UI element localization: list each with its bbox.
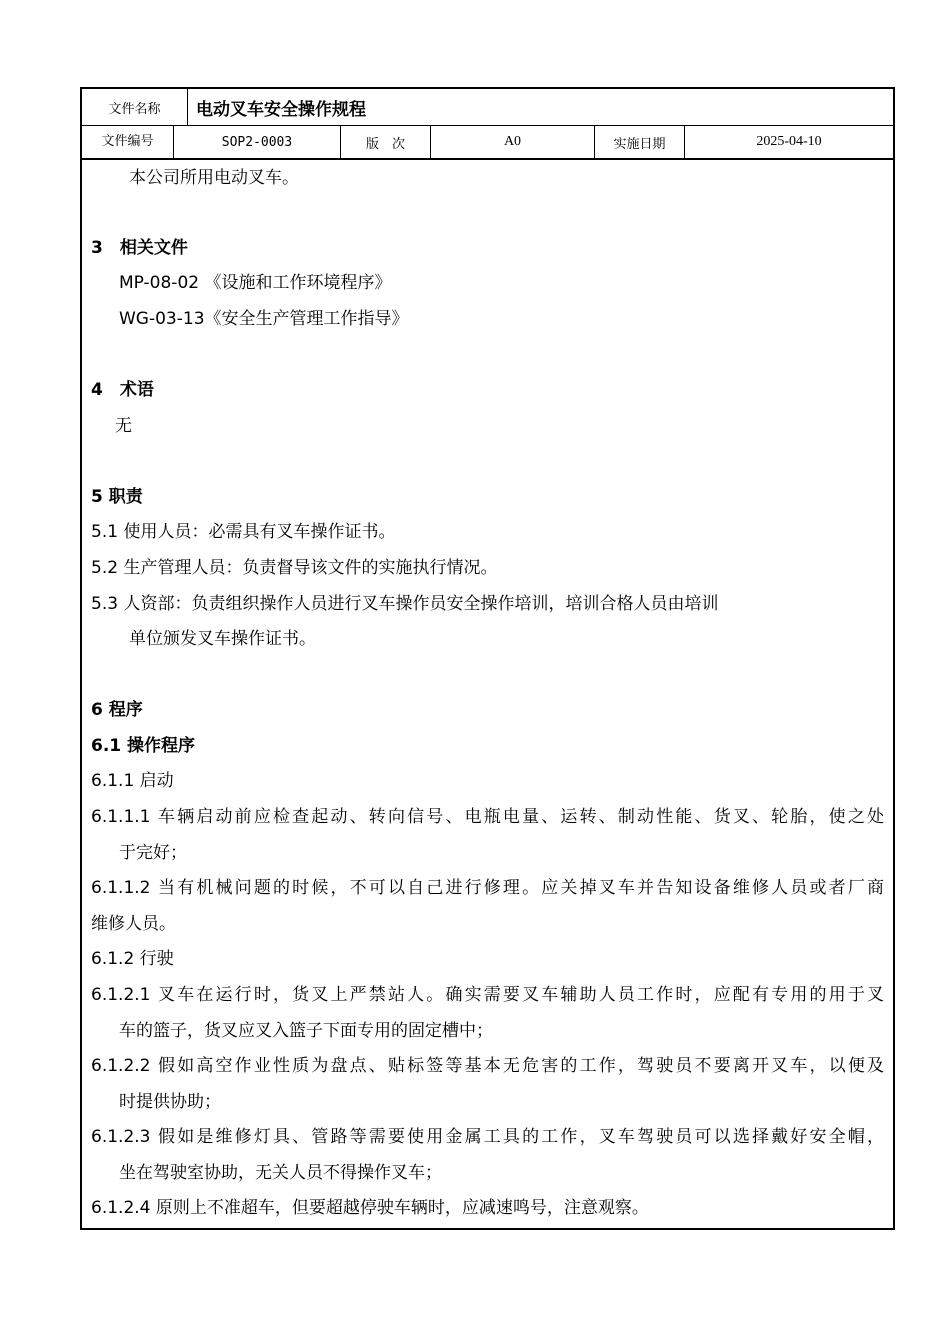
effective-date-label: 实施日期 (595, 126, 685, 158)
section-6-heading: 6 程序 (91, 700, 143, 720)
file-no-label: 文件编号 (82, 126, 174, 158)
file-name-label: 文件名称 (82, 89, 188, 125)
file-no-value: SOP2-0003 (174, 126, 341, 158)
section-5-3-line-1: 5.3 人资部：负责组织操作人员进行叉车操作员安全操作培训，培训合格人员由培训 (91, 594, 719, 614)
item-6-1-1-2-line-1: 6.1.1.2 当有机械问题的时候，不可以自己进行修理。应关掉叉车并告知设备维修人员或者厂商 (91, 878, 884, 898)
header-row-title (82, 89, 893, 126)
section-5-heading: 5 职责 (91, 487, 143, 507)
item-6-1-1-1-line-1: 6.1.1.1 车辆启动前应检查起动、转向信号、电瓶电量、运转、制动性能、货叉、轮胎，使之处 (91, 807, 884, 827)
item-6-1-2-3-line-1: 6.1.2.3 假如是维修灯具、管路等需要使用金属工具的工作，叉车驾驶员可以选择戴好安全帽， (91, 1127, 884, 1147)
header-row-meta (82, 126, 893, 160)
item-6-1-2-1-line-2: 车的篮子，货叉应叉入篮子下面专用的固定槽中； (119, 1021, 493, 1041)
effective-date-value: 2025-04-10 (756, 134, 822, 149)
version-value: A0 (431, 126, 595, 158)
section-3-heading: 3 相关文件 (91, 238, 188, 258)
section-4-body: 无 (115, 416, 132, 436)
item-6-1-1-1-line-2: 于完好； (119, 843, 187, 863)
section-6-1-heading: 6.1 操作程序 (91, 736, 196, 756)
item-6-1-2-2-line-1: 6.1.2.2 假如高空作业性质为盘点、贴标签等基本无危害的工作，驾驶员不要离开叉车，以便及 (91, 1056, 884, 1076)
document-frame (80, 87, 895, 1230)
section-4-heading: 4 术语 (91, 380, 154, 400)
version-label: 版 次 (341, 126, 431, 158)
item-6-1-2-2-line-2: 时提供协助； (119, 1092, 221, 1112)
section-5-1: 5.1 使用人员：必需具有叉车操作证书。 (91, 522, 396, 542)
section-6-1-1-heading: 6.1.1 启动 (91, 771, 174, 791)
item-6-1-2-1-line-1: 6.1.2.1 叉车在运行时，货叉上严禁站人。确实需要叉车辅助人员工作时，应配有专用的用于叉 (91, 985, 884, 1005)
item-6-1-1-2-line-2: 维修人员。 (91, 914, 176, 934)
scope-continued: 本公司所用电动叉车。 (129, 168, 299, 188)
item-6-1-2-3-line-2: 坐在驾驶室协助，无关人员不得操作叉车； (119, 1163, 442, 1183)
section-5-3-line-2: 单位颁发叉车操作证书。 (129, 629, 316, 649)
section-6-1-2-heading: 6.1.2 行驶 (91, 949, 174, 969)
section-3-item-1: MP-08-02 《设施和工作环境程序》 (119, 273, 392, 293)
document-body (82, 161, 893, 1228)
section-3-item-2: WG-03-13《安全生产管理工作指导》 (119, 309, 409, 329)
document-title: 电动叉车安全操作规程 (196, 99, 366, 120)
section-5-2: 5.2 生产管理人员：负责督导该文件的实施执行情况。 (91, 558, 498, 578)
item-6-1-2-4: 6.1.2.4 原则上不准超车，但要超越停驶车辆时，应减速鸣号，注意观察。 (91, 1198, 649, 1218)
